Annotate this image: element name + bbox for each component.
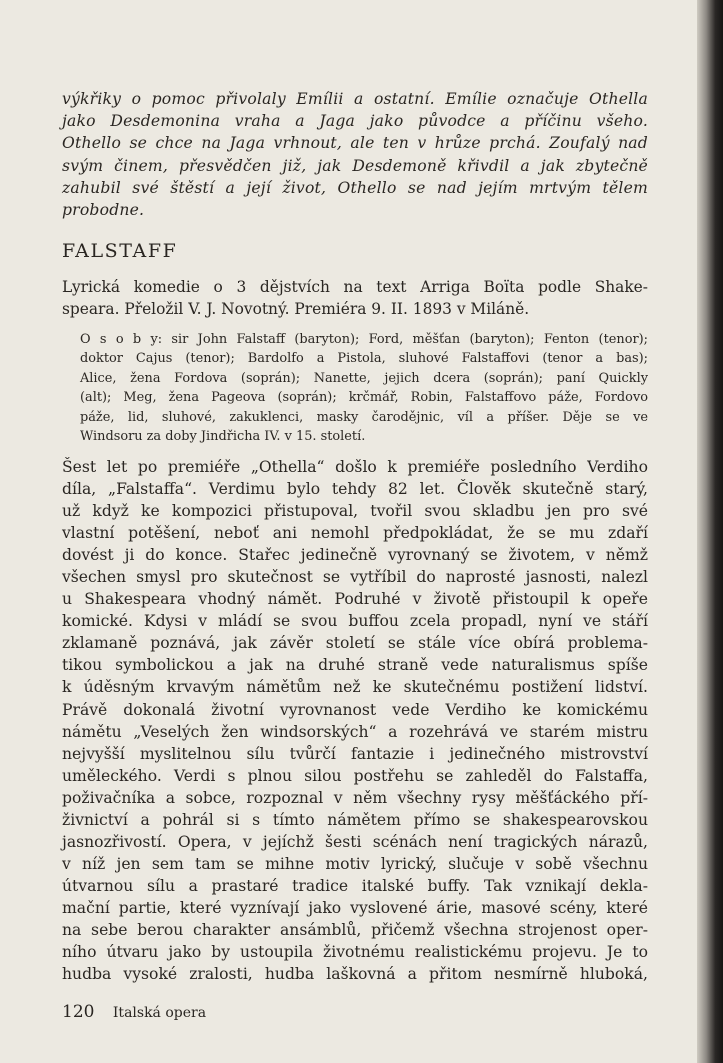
cast-list — [80, 330, 648, 446]
text-line: komické. Kdysi v mládí se svou buffou zcela propadl, nyní ve stáří — [62, 612, 648, 631]
page-number: 120 — [62, 1002, 95, 1022]
text-line: speara. Přeložil V. J. Novotný. Premiéra 9. II. 1893 v Miláně. — [62, 300, 530, 318]
text-line: výkřiky o pomoc přivolaly Emílii a ostatní. Emílie označuje Othella — [62, 90, 648, 108]
cast-line: O s o b y: sir John Falstaff (baryton); Ford, měšťan (baryton); Fenton (tenor); — [80, 332, 648, 347]
text-line: útvarnou sílu a prastaré tradice italské buffy. Tak vznikají dekla- — [62, 876, 648, 895]
text-line: nejvyšší myslitelnou sílu tvůrčí fantazie i jedinečného mistrovství — [62, 744, 648, 763]
text-line: jasnozřivostí. Opera, v jejíchž šesti scénách není tragických nárazů, — [62, 832, 648, 851]
text-line: Lyrická komedie o 3 dějstvích na text Arriga Boïta podle Shake- — [62, 278, 648, 296]
text-line: dovést ji do konce. Stařec jedinečně vyrovnaný se životem, v němž — [62, 546, 648, 565]
text-line: poživačníka a sobce, rozpoznal v něm všechny rysy měšťáckého pří- — [62, 788, 648, 807]
text-line: už když ke kompozici přistupoval, tvořil svou skladbu jen pro své — [62, 502, 648, 521]
text-line: probodne. — [62, 201, 145, 220]
text-line: svým činem, přesvědčen již, jak Desdemoně křivdil a jak zbytečně — [62, 156, 648, 175]
book-spine-shadow — [697, 0, 723, 1063]
text-line: mační partie, které vyznívají jako vyslovené árie, masové scény, které — [62, 898, 648, 917]
text-line: jako Desdemonina vraha a Jaga jako původce a příčinu všeho. — [62, 112, 648, 131]
text-line: zklamaně poznává, jak závěr století se stále více obírá problema- — [62, 634, 648, 653]
text-line: uměleckého. Verdi s plnou silou postřehu se zahleděl do Falstaffa, — [62, 766, 648, 785]
text-line: na sebe berou charakter ansámblů, přičemž všechna strojenost oper- — [62, 920, 648, 939]
text-line: u Shakespeara vhodný námět. Podruhé v životě přistoupil k opeře — [62, 590, 648, 609]
cast-line: doktor Cajus (tenor); Bardolfo a Pistola, sluhové Falstaffovi (tenor a bas); — [80, 351, 648, 367]
text-line: živnictví a pohrál si s tímto námětem přímo se shakespearovskou — [62, 810, 648, 829]
cast-line: Alice, žena Fordova (soprán); Nanette, jejich dcera (soprán); paní Quickly — [80, 370, 648, 386]
intro-paragraph — [62, 88, 648, 221]
text-line: tikou symbolickou a jak na druhé straně vede naturalismus spíše — [62, 656, 648, 675]
cast-line: Windsoru za doby Jindřicha IV. v 15. století. — [80, 429, 366, 445]
text-line: námětu „Veselých žen windsorských“ a rozehrává ve starém mistru — [62, 722, 648, 741]
section-heading: FALSTAFF — [62, 240, 178, 262]
text-line: ního útvaru jako by ustoupila životnému realistickému projevu. Je to — [62, 943, 648, 962]
text-line: hudba vysoké zralosti, hudba laškovná a přitom nesmírně hluboká, — [62, 965, 648, 984]
text-line: vlastní potěšení, neboť ani nemohl předpokládat, že se mu zdaří — [62, 524, 648, 543]
cast-line: (alt); Meg, žena Pageova (soprán); krčmář, Robin, Falstaffovo páže, Fordovo — [80, 390, 648, 406]
page-footer — [62, 1002, 206, 1022]
text-line: všechen smysl pro skutečnost se vytříbil do naprosté jasnosti, nalezl — [62, 568, 648, 587]
text-line: díla, „Falstaffa“. Verdimu bylo tehdy 82 let. Člověk skutečně starý, — [62, 480, 648, 499]
cast-line: páže, lid, sluhové, zakuklenci, masky čarodějnic, víl a příšer. Děje se ve — [80, 409, 648, 425]
text-line: v níž jen sem tam se mihne motiv lyrický, slučuje v sobě všechnu — [62, 854, 648, 873]
text-line: Šest let po premiéře „Othella“ došlo k premiéře posledního Verdiho — [62, 458, 648, 476]
text-line: zahubil své štěstí a její život, Othello se nad jejím mrtvým tělem — [62, 178, 648, 197]
opera-subtitle — [62, 276, 648, 320]
text-line: k úděsným krvavým námětům než ke skutečnému postižení lidství. — [62, 678, 648, 697]
text-line: Othello se chce na Jaga vrhnout, ale ten v hrůze prchá. Zoufalý nad — [62, 134, 648, 153]
body-paragraph — [62, 456, 648, 985]
running-title: Italská opera — [112, 1005, 207, 1021]
text-line: Právě dokonalá životní vyrovnanost vede Verdiho ke komickému — [62, 700, 648, 719]
